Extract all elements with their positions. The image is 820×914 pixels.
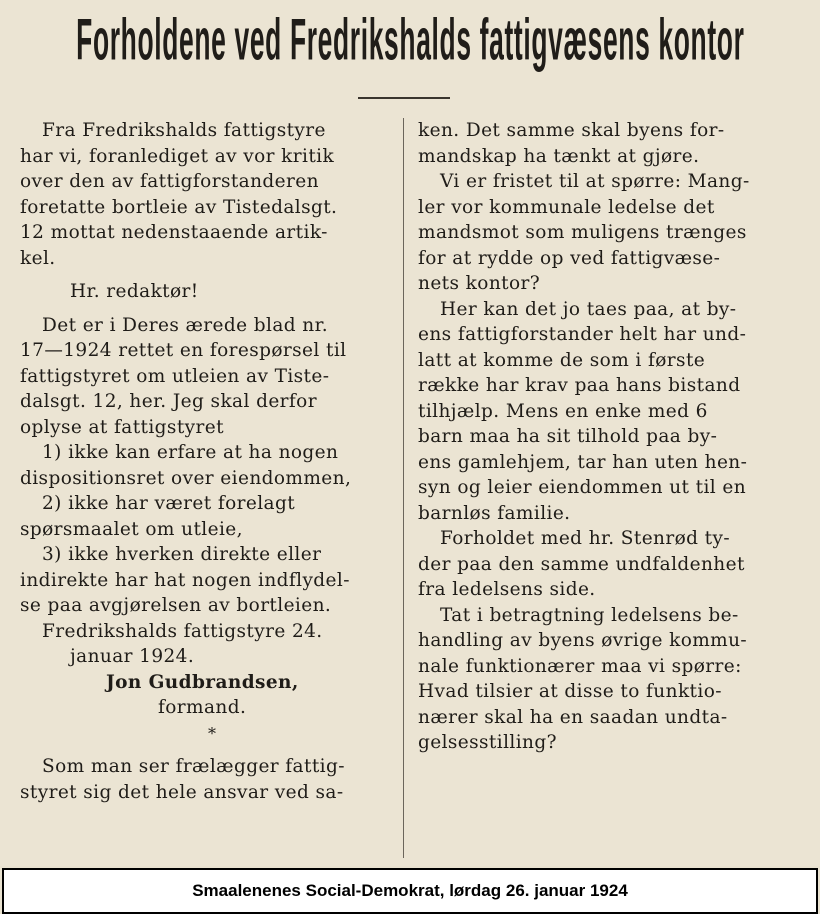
- salutation: Hr. redaktør!: [70, 281, 199, 302]
- paragraph-line: barnløs familie.: [418, 502, 571, 524]
- paragraph-line: der paa den samme undfaldenhet: [418, 553, 745, 575]
- signature-name: Jon Gudbrandsen,: [106, 671, 299, 693]
- left-column: [20, 118, 400, 805]
- paragraph-line: syn og leier eiendommen ut til en: [418, 477, 747, 498]
- signature-place-date: Fredrikshalds fattigstyre 24.: [42, 620, 323, 642]
- signature-title: formand.: [158, 697, 247, 718]
- paragraph-line: kel.: [20, 247, 56, 269]
- paragraph-line: latt at komme de som i første: [418, 349, 706, 371]
- paragraph-line: tilhjælp. Mens en enke med 6: [418, 400, 708, 422]
- list-item: 3) ikke hverken direkte eller: [42, 544, 322, 565]
- list-item: 2) ikke har været forelagt: [42, 493, 296, 514]
- paragraph-line: for at rydde op ved fattigvæse-: [418, 247, 721, 269]
- right-column: [418, 118, 800, 756]
- paragraph-line: nale funktionærer maa vi spørre:: [418, 655, 742, 677]
- paragraph-line: foretatte bortleie av Tistedalsgt.: [20, 196, 338, 218]
- paragraph-line: ler vor kommunale ledelse det: [418, 196, 715, 218]
- paragraph-line: se paa avgjørelsen av bortleien.: [20, 595, 332, 616]
- paragraph-line: ens gamlehjem, tar han uten hen-: [418, 451, 748, 473]
- paragraph-line: gelsesstilling?: [418, 732, 557, 753]
- paragraph-line: fra ledelsens side.: [418, 579, 596, 600]
- paragraph-line: oplyse at fattigstyret: [20, 416, 224, 438]
- paragraph-line: Her kan det jo taes paa, at by-: [440, 298, 737, 320]
- paragraph-line: dispositionsret over eiendommen,: [20, 467, 352, 489]
- paragraph-line: ken. Det samme skal byens for-: [418, 120, 725, 141]
- paragraph-line: Som man ser frælægger fattig-: [42, 756, 345, 777]
- paragraph-line: barn maa ha sit tilhold paa by-: [418, 426, 718, 447]
- section-separator: *: [208, 723, 217, 743]
- paragraph-line: række har krav paa hans bistand: [418, 375, 741, 396]
- paragraph-line: over den av fattigforstanderen: [20, 171, 319, 192]
- paragraph-line: mandskap ha tænkt at gjøre.: [418, 145, 700, 167]
- paragraph-line: styret sig det hele ansvar ved sa-: [20, 781, 344, 803]
- paragraph-line: Vi er fristet til at spørre: Mang-: [440, 171, 750, 192]
- paragraph-line: Hvad tilsier at disse to funktio-: [418, 681, 722, 702]
- paragraph-line: Det er i Deres ærede blad nr.: [42, 314, 329, 336]
- signature-date: januar 1924.: [70, 646, 195, 667]
- paragraph-line: indirekte har hat nogen indflydel-: [20, 569, 350, 591]
- headline-text: Forholdene ved Fredrikshalds fattigvæsens kontor: [75, 8, 745, 73]
- paragraph-line: mandsmot som muligens trænges: [418, 222, 747, 243]
- column-divider: [403, 118, 404, 858]
- paragraph-line: nets kontor?: [418, 273, 541, 294]
- paragraph-line: Fra Fredrikshalds fattigstyre: [42, 120, 326, 141]
- paragraph-line: 12 mottat nedenstaaende artik-: [20, 222, 328, 243]
- paragraph-line: dalsgt. 12, her. Jeg skal derfor: [20, 391, 317, 412]
- caption-text: Smaalenenes Social-Demokrat, lørdag 26. januar 1924: [192, 881, 628, 900]
- paragraph-line: fattigstyret om utleien av Tiste-: [20, 365, 330, 387]
- source-caption: [2, 868, 818, 914]
- paragraph-line: spørsmaalet om utleie,: [20, 518, 243, 540]
- paragraph-line: 17—1924 rettet en forespørsel til: [20, 340, 347, 361]
- list-item: 1) ikke kan erfare at ha nogen: [42, 442, 339, 463]
- paragraph-line: har vi, foranlediget av vor kritik: [20, 145, 335, 167]
- headline: [0, 2, 820, 80]
- paragraph-line: ens fattigforstander helt har und-: [418, 324, 747, 345]
- headline-rule: [358, 97, 450, 99]
- paragraph-line: nærer skal ha en saadan undta-: [418, 706, 728, 728]
- paragraph-line: handling av byens øvrige kommu-: [418, 630, 748, 651]
- paragraph-line: Forholdet med hr. Stenrød ty-: [440, 528, 730, 549]
- paragraph-line: Tat i betragtning ledelsens be-: [440, 604, 739, 626]
